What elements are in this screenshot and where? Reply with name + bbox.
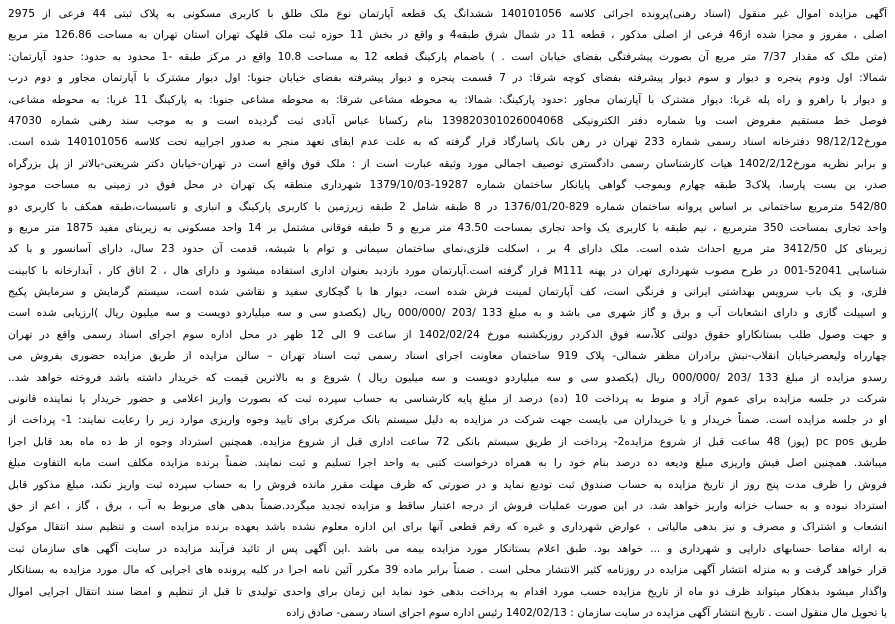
text-line: میباشد. همچنین اصل فیش واریزی مبلغ ودیعه ده درصد بنام خود را به همراه درخواست کتبی به واحد اجرا تسلیم و ثبت نمایند. ضمناً برنده مزایده مکلف است مابه التفاوت مبلغ xyxy=(8,457,887,470)
text-line: صدر، بن بست پارسا، پلاک3 طبقه چهارم وبموجب گواهی پایانکار ساختمان شماره 19287-1379/10/03 شهرداری منطقه یک تهران در محل فوق در زمینی به مساحت موجود xyxy=(8,179,887,192)
text-line: واگذار میشود بدهکار میتواند ظرف دو ماه از تاریخ مزایده حسب مورد اقدام به پرداخت بدهی خود نماید این زمان برای واحدی تولیدی تا قبل از تنظیم و امضا سند انتقال اجرایی اموال xyxy=(8,585,887,598)
text-line: اصلی ، مفروز و مجزا شده از46 فرعی از اصلی مذکور ، قطعه 11 در شمال شرق طبقه4 و واقع در بخش 11 حوزه ثبت ملک قلهک تهران استان تهران به مساحت 126.86 متر مربع xyxy=(8,29,887,42)
text-line: مورخ98/12/12 دفترخانه اسناد رسمی شماره 233 تهران در رهن بانک پاسارگاد قرار گرفته که به علت عدم ایفای تعهد منجر به صدور اجراییه تحت کلاسه 140101056 شده است. xyxy=(8,136,887,149)
text-line: شناسایی 52041-001 در طرح مصوب شهرداری تهران در پهنه M111 قرار گرفته است.آپارتمان مورد بازدید بعنوان اداری استفاده میشود و دارای هال ، 2 اتاق کار ، آبدارخانه با کابینت xyxy=(8,264,887,277)
text-line: قرار خواهد گرفت و به منزله انتشار آگهی مزایده در روزنامه کثیر الانتشار محلی است . ضمناً برابر ماده 39 مکرر آئین نامه اجرا در کلیه پرونده های اجرایی که مال مورد مزایده به بستانکار xyxy=(8,564,887,577)
text-line: فروش را ظرف مدت پنج روز از تاریخ مزایده به حساب صندوق ثبت تودیع نماید و در صورتی که ظرف مهلت مقرر مانده فروش را به حساب سپرده ثبت واریز نکند، مبلغ مذکور قابل xyxy=(8,478,887,491)
text-line: 542/80 مترمربع ساختمانی بر اساس پروانه ساختمان شماره 829-1376/01/20 در 8 طبقه شامل 2 طبقه زیرزمین با کاربری پارکینگ و انباری و تاسیسات،طبقه همکف با کاربری دو xyxy=(8,200,887,213)
text-line: و اسپیلت گازی و دارای انشعابات آب و برق و گاز شهری می باشد و به مبلغ 133 /203 /000/000 ریال (یکصدو سی و سه میلیاردو دویست و سه میلیون ریال )ارزیابی شده است xyxy=(8,307,887,320)
text-line: او در جلسه مزایده است. ضمناً خریدار و یا خریداران می بایست جهت شرکت در مزایده به دلیل سیستم بانک مرکزی برای تایید وجوه واریزی موارد زیر را رعایت نمایند: 1- پرداخت از xyxy=(8,414,887,427)
text-line: چهارراه ولیعصرخیابان انقلاب-نبش برادران مظفر شمالی- پلاک 919 ساختمان معاونت اجرای اسناد رسمی ثبت اسناد تهران – سالن مزایده از طریق مزایده حضوری بفروش می xyxy=(8,350,887,363)
text-line: فوصل خط مستقیم مفروض است وبا شماره دفتر الکترونیکی 139820301026004068 بنام رکسانا عباس آبادی ثبت گردیده است و به موجب سند رهنی شماره 47030 xyxy=(8,114,887,127)
text-line: رسدو مزایده از مبلغ 133 /203 /000/000 ریال (یکصدو سی و سه میلیاردو دویست و سه میلیون ریال ) شروع و به بالاترین قیمت که خریدار داشته باشد فروخته خواهد شد.. xyxy=(8,371,887,384)
text-line-last: یا تحویل مال منقول است . تاریخ انتشار آگهی مزایده در سایت سازمان : 1402/02/13 رئیس اداره سوم اجرای اسناد رسمی- صادق زاده xyxy=(286,606,887,619)
text-line: زیربنای کل 3412/50 متر مربع احداث شده است. ملک دارای 4 بر ، اسکلت فلزی،نمای ساختمان سیمانی و توام با شیشه، قدمت آن حدود 23 سال، دارای آسانسور و با کد xyxy=(8,243,887,256)
text-line: شرکت در جلسه مزایده برای عموم آزاد و منوط به پرداخت 10 (ده) درصد از مبلغ پایه کارشناسی به حساب سپرده ثبت که بصورت واریز اعلامی و حضور خریدار یا نماینده قانونی xyxy=(8,393,887,406)
text-line: و دیوار با راهرو و راه پله غربا: دیوار مشترک با آپارتمان مجاور :حدود پارکینگ: شمالا: به محوطه مشاعی شرقا: به محوطه مشاعی جنوبا: به پارکینگ 11 غربا: به محوطه مشاعی، xyxy=(8,93,887,106)
text-line: فلزی، و یک باب سرویس بهداشتی ایرانی و فرنگی است، کف آپارتمان لمینت فرش شده است، دیوار ها با گچکاری سفید و نقاشی شده است، سیستم گرمایش و سرمایش پکیج xyxy=(8,286,887,299)
text-line: به ارائه مفاصا حسابهای دارایی و شهرداری و ... خواهد بود. طبق اعلام بستانکار مورد مزایده بیمه می باشد .این آگهی پس از تائید فرآیند مزایده در سایت آگهی های سازمان ثبت xyxy=(8,542,887,555)
text-line: و جهت وصول طلب بستانکاراو حقوق دولتی کلاً،سه فوق الذکردر روزیکشنبه مورخ 1402/02/24 از ساعت 9 الی 12 ظهر در محل اداره سوم اجرای اسناد رسمی واقع در تهران xyxy=(8,328,887,341)
text-line: آگهی مزایده اموال غیر منقول (اسناد رهنی)پرونده اجرائی کلاسه 140101056 ششدانگ یک قطعه آپارتمان نوع ملک طلق با کاربری مسکونی به پلاک ثبتی 44 فرعی از 2975 xyxy=(8,8,887,20)
text-line: واحد تجاری بمساحت 350 مترمربع ، نیم طبقه با کاربری یک واحد تجاری بمساحت 43.50 متر مربع و 5 طبقه فوقانی مشتمل بر 14 واحد مسکونی به زیربنای مفید 1875 متر مربع و xyxy=(8,221,887,234)
text-line: انشعاب و اشتراک و مصرف و نیز بدهی مالیاتی ، عوارض شهرداری و غیره که رقم قطعی آنها برای این اداره معلوم نشده باشد بعهده برنده مزایده است و تنظیم سند انتقال موکول xyxy=(8,521,887,534)
text-line: (متن ملک که مقدار 7/37 متر مربع آن بصورت پیشرفتگی بفضای خیابان است . ) باضمام پارکینگ قطعه 12 به مساحت 10.8 واقع در مرکز طبقه -1 محدود به حدود: حدود آپارتمان: xyxy=(8,50,887,63)
text-line: شمالا: اول ودوم پنجره و دیوار و سوم دیوار پیشرفته بفضای کوچه شرقا: در 7 قسمت پنجره و دیوار پیشرفته بفضای خیابان جنوبا: اول دیوار مشترک با آپارتمان مجاور و دوم درب xyxy=(8,72,887,85)
text-line: استرداد نبوده و به حساب خزانه واریز خواهد شد. در این صورت عملیات فروش از درجه اعتبار ساقط و مزایده تجدید میگردد.ضمناً بدهی های مربوط به آب ، برق ، گاز ، اعم از حق xyxy=(8,499,887,512)
text-line: طریق pc pos (پوز) 48 ساعت قبل از شروع مزایده2- پرداخت از طریق سیستم بانکی 72 ساعت اداری قبل از شروع مزایده. همچنین استرداد وجوه از ط ده ماه بعد قابل اجرا xyxy=(8,435,887,448)
text-line: و برابر نظریه مورخ1402/2/12 هیات کارشناسان رسمی دادگستری توصیف اجمالی مورد وثیقه عبارت است از : ملک فوق واقع است در تهران-خیابان دکتر شریعتی-بالاتر از پل بزرگراه xyxy=(8,157,887,170)
